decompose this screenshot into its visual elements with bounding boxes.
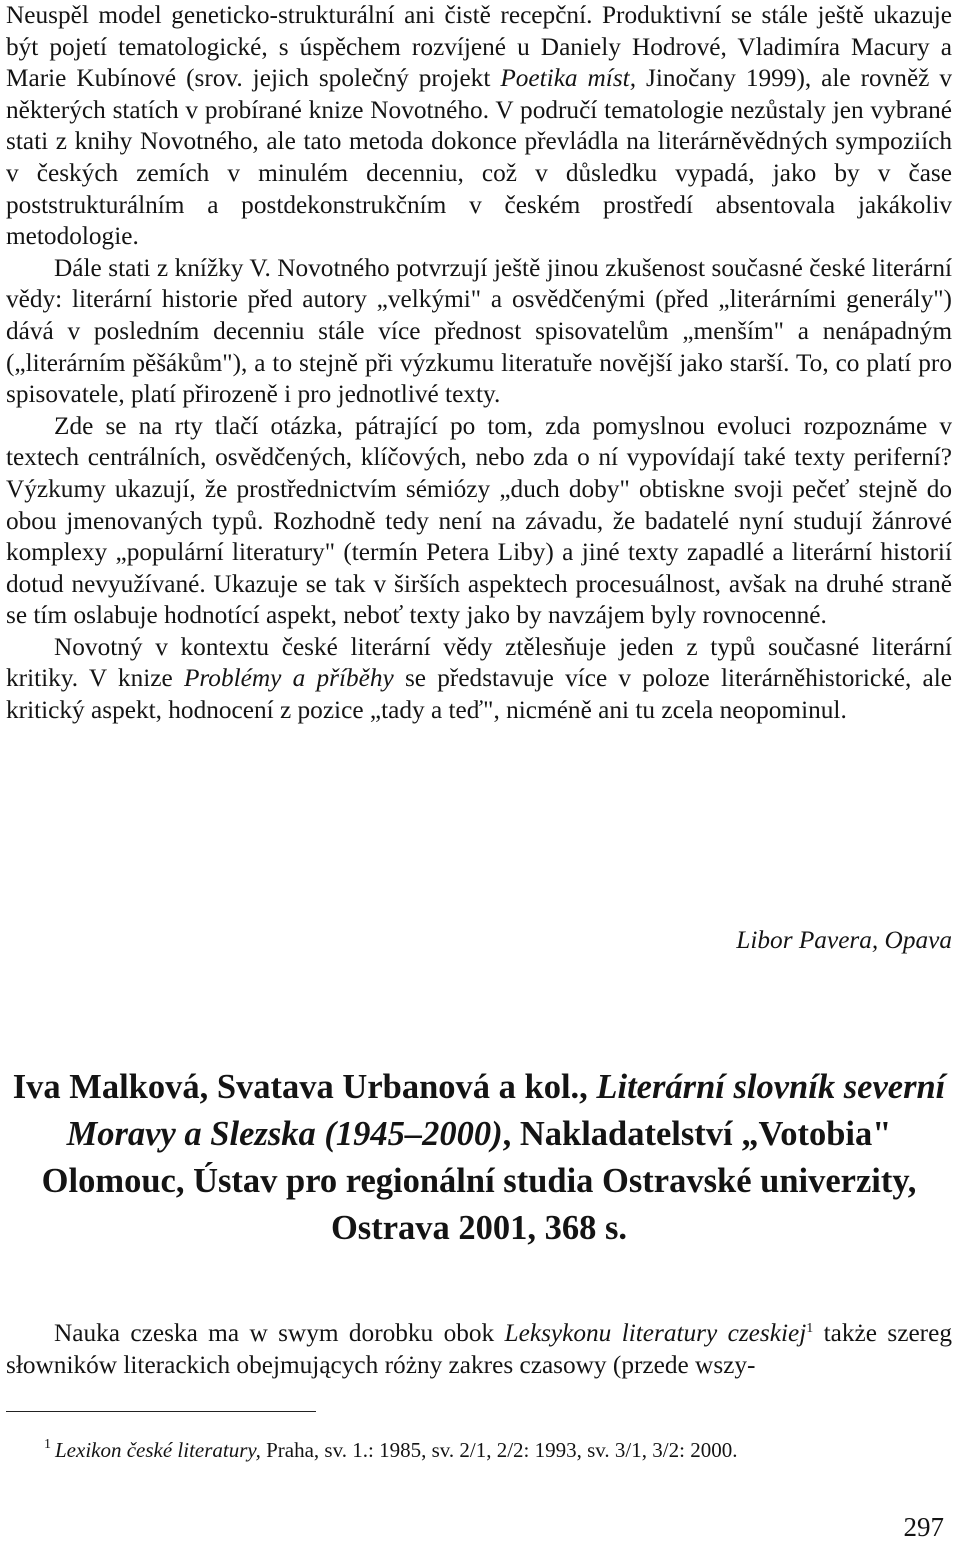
body-text <box>6 0 952 727</box>
paragraph-3: Zde se na rty tlačí otázka, pátrající po tom, zda pomyslnou evoluci rozpoznáme v textech centrálních, osvědčených, klíčových, nebo zda o ní vypovídají také texty periferní? Výzkumy ukazují, že prostřednictvím sémiózy „duch doby" obtiskne svoji pečeť stejně do obou jmenovaných typů. Rozhodně tedy není na závadu, že badatelé nyní studují žánrové komplexy „populární literatury" (termín Petera Liby) a jiné texty zapadlé a literární historií dotud nevyužívané. Ukazuje se tak v širších aspektech procesuálnost, avšak na druhé straně se tím oslabuje hodnotící aspekt, neboť texty jako by navzájem byly rovnocenné. <box>6 411 952 630</box>
reviewed-book-title: Literární slovník severní Moravy a Slezska (1945–2000) <box>66 1068 946 1153</box>
footnote-reference[interactable]: 1 <box>806 1321 814 1336</box>
book-title-poetika-mist: Poetika míst, <box>500 64 637 93</box>
footnote-1: $^1$ Lexikon české literatury, Praha, sv. 1.: 1985, sv. 2/1, 2/2: 1993, sv. 3/1, 3/2: 2000. <box>44 1437 738 1462</box>
footnote-divider <box>6 1411 316 1412</box>
leksykon-title: Leksykonu literatury czeskiej <box>504 1319 807 1347</box>
author-signature: Libor Pavera, Opava <box>736 926 952 954</box>
paragraph-1: Neuspěl model geneticko-strukturální ani čistě recepční. Produktivní se stále ještě ukazuje být pojetí tematologické, s úspěchem rozvíjené u Daniely Hodrové, Vladimíra Macury a Marie Kubínové (srov. jejich společný projekt Poetika míst, Jinočany 1999), ale rovněž v některých statích v probírané knize Novotného. V područí tematologie nezůstaly jen vybrané stati z knihy Novotného, ale tato metoda dokonce převládla na literárněvědných sympoziích v českých zemích v minulém decenniu, což v důsledku vypadá, jako by v čase poststrukturálním a postdekonstrukčním v českém prostředí absentovala jakákoliv metodologie. <box>6 1 952 251</box>
review-text <box>6 1318 952 1381</box>
book-title-problemy-a-pribehy: Problémy a příběhy <box>183 664 394 693</box>
paragraph-4: Novotný v kontextu české literární vědy ztělesňuje jeden z typů současné literární kritiky. V knize Problémy a příběhy se představuje více v poloze literárněhistorické, ale kritický aspekt, hodnocení z pozice „tady a teď", nicméně ani tu zcela neopominul. <box>6 632 953 725</box>
review-heading: Iva Malková, Svatava Urbanová a kol., Literární slovník severní Moravy a Slezska (1945–2000), Nakladatelství „Votobia" Olomouc, Ústav pro regionální studia Ostravské univerzity, Ostrava 2001, 368 s. <box>12 1068 946 1247</box>
review-paragraph-1: Nauka czeska ma w swym dorobku obok Leksykonu literatury czeskiej$^1$ także szereg słowników literackich obejmujących różny zakres czasowy (przede wszy- <box>6 1319 952 1379</box>
paragraph-2: Dále stati z knížky V. Novotného potvrzují ještě jinou zkušenost současné české literární vědy: literární historie před autory „velkými" a osvědčenými (před „literárními generály") dává v posledním decenniu stále více přednost spisovatelům „menším" a nenápadným („literárním pěšákům"), a to stejně při výzkumu literatuře novější jako starší. To, co platí pro spisovatele, platí přirozeně i pro jednotlivé texty. <box>6 253 952 409</box>
footnote-book-title: Lexikon české literatury, <box>55 1438 261 1462</box>
footnote-number: 1 <box>44 1437 51 1452</box>
page-number: 297 <box>903 1512 944 1542</box>
